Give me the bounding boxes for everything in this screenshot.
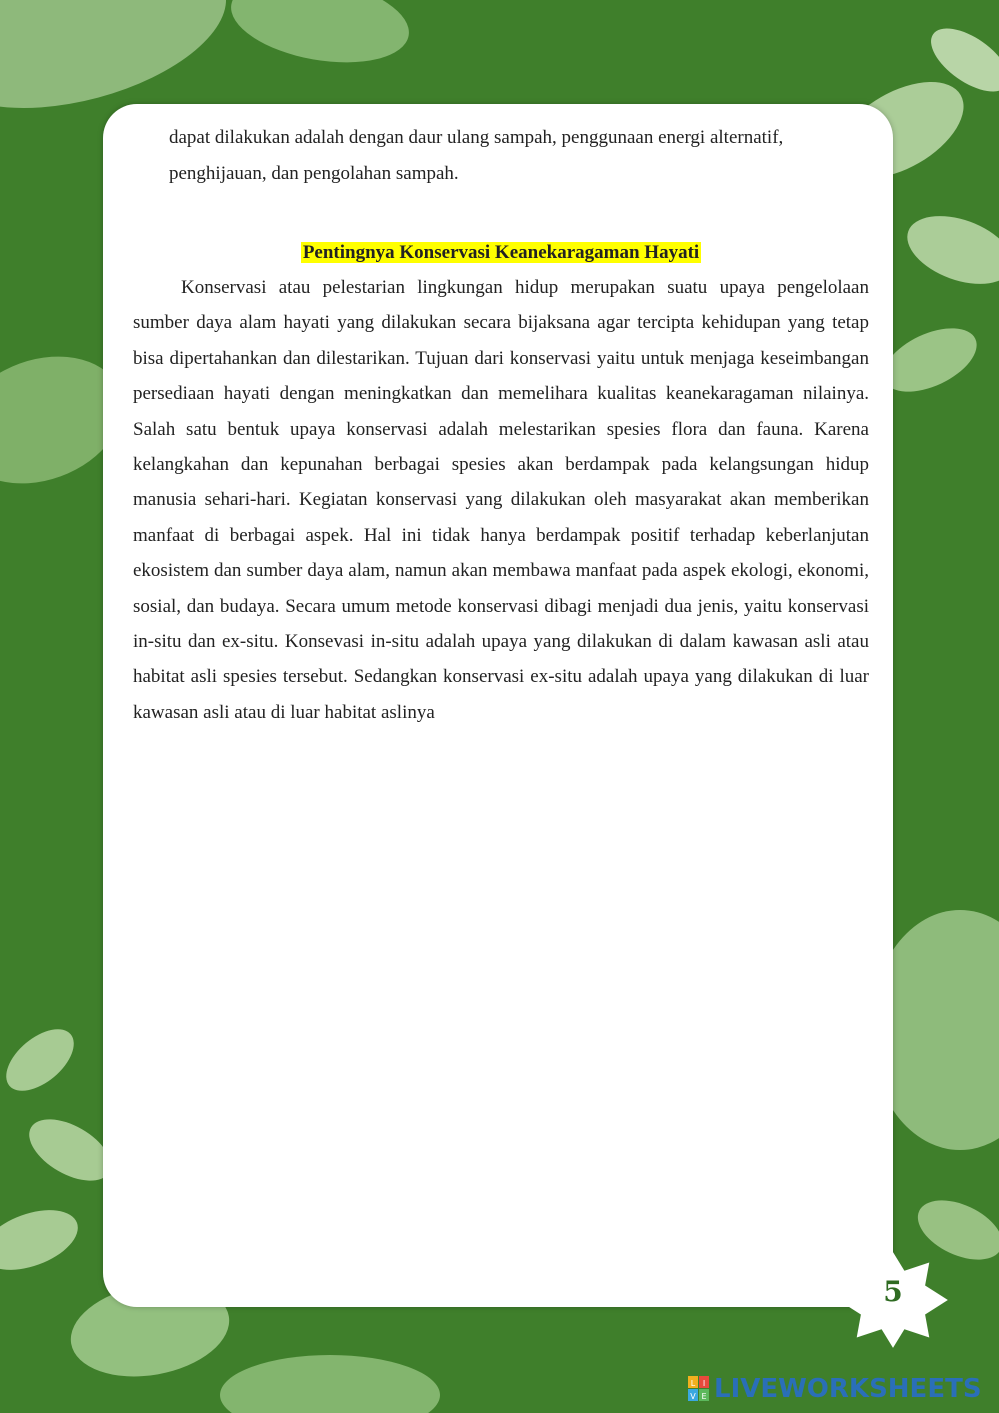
logo-letter: I: [702, 1379, 706, 1388]
body-paragraph: Konservasi atau pelestarian lingkungan hidup merupakan suatu upaya pengelolaan sumber daya alam hayati yang dilakukan secara bijaksana agar tercipta kehidupan yang tetap bisa dipertahankan dan dilestarikan. Tujuan dari konservasi yaitu untuk menjaga keseimbangan persediaan hayati dengan meningkatkan dan memelihara kualitas keanekaragaman nilainya. Salah satu bentuk upaya konservasi adalah melestarikan spesies flora dan fauna. Karena kelangkahan dan kepunahan berbagai spesies akan berdampak pada kelangsungan hidup manusia sehari-hari. Kegiatan konservasi yang dilakukan oleh masyarakat akan memberikan manfaat di berbagai aspek. Hal ini tidak hanya berdampak positif terhadap keberlanjutan ekosistem dan sumber daya alam, namun akan membawa manfaat pada aspek ekologi, ekonomi, sosial, dan budaya. Secara umum metode konservasi dibagi menjadi dua jenis, yaitu konservasi in-situ dan ex-situ. Konsevasi in-situ adalah upaya yang dilakukan di dalam kawasan asli atau habitat asli spesies tersebut. Sedangkan konservasi ex-situ adalah upaya yang dilakukan di luar kawasan asli atau di luar habitat aslinya: [133, 277, 869, 723]
section-heading: [133, 235, 869, 270]
continuation-paragraph: dapat dilakukan adalah dengan daur ulang sampah, penggunaan energi alternatif, penghijauan, dan pengolahan sampah.: [169, 127, 784, 184]
logo-letter: V: [690, 1392, 696, 1401]
liveworksheets-brand[interactable]: [688, 1372, 982, 1406]
brand-name: LIVEWORKSHEETS: [714, 1374, 982, 1404]
liveworksheets-logo-icon: [688, 1376, 710, 1402]
logo-letter: L: [690, 1379, 696, 1388]
logo-letter: E: [701, 1392, 707, 1401]
document-body: [133, 120, 869, 730]
section-heading-text: Pentingnya Konservasi Keanekaragaman Hayati: [302, 242, 700, 263]
page-number: 5: [883, 1275, 903, 1308]
